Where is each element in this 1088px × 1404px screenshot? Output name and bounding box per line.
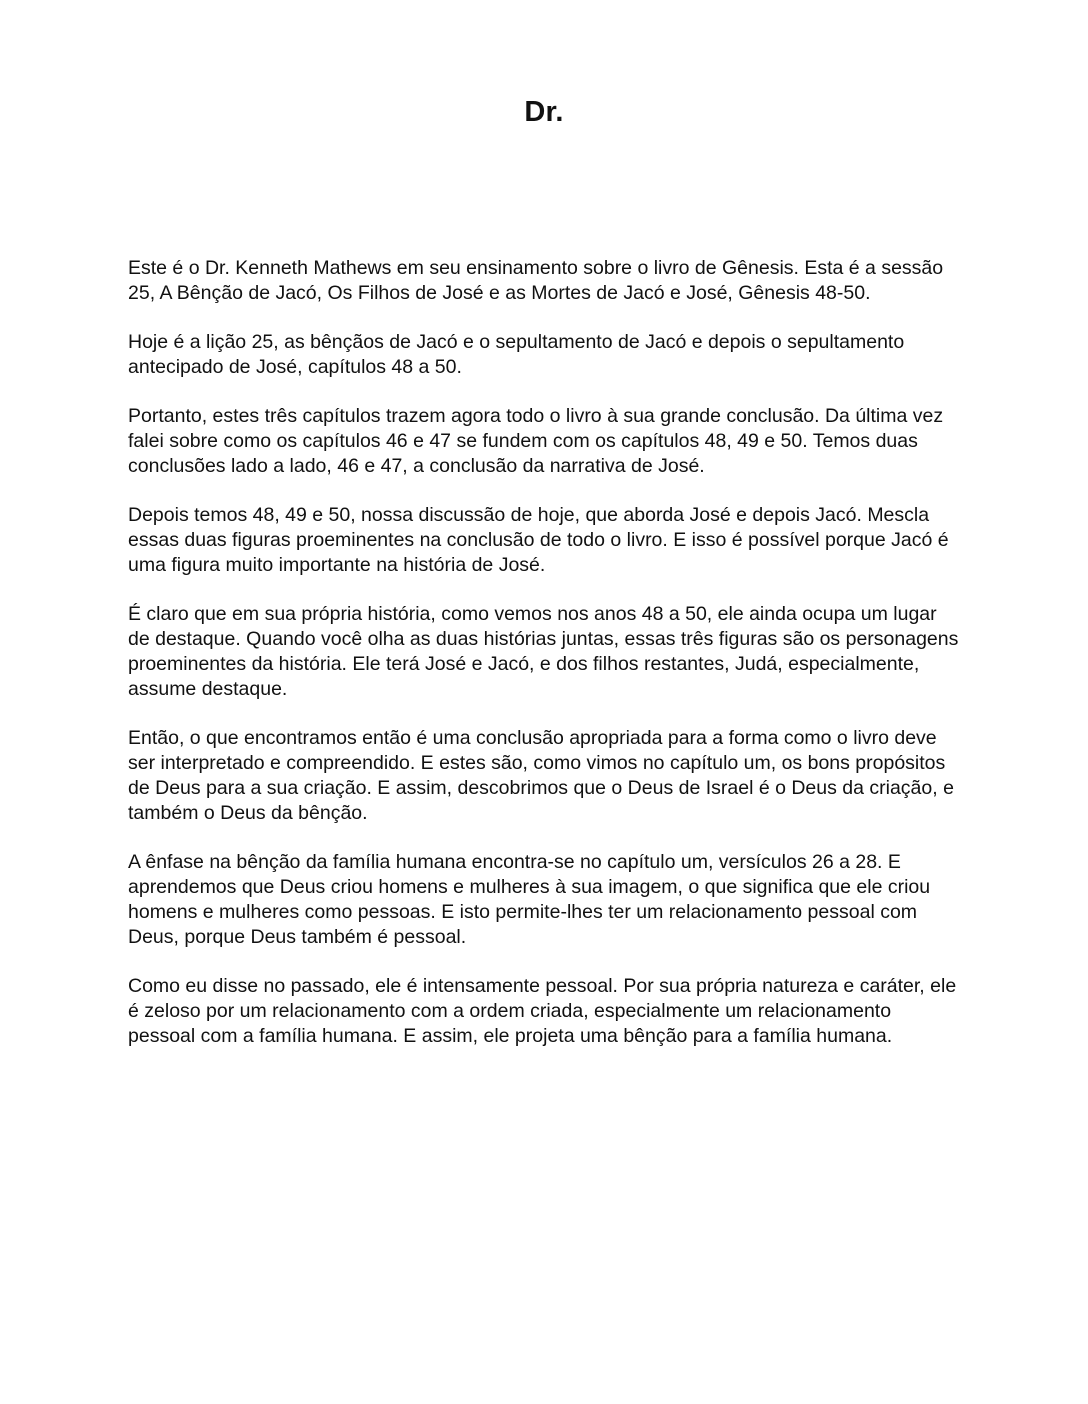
paragraph-7: A ênfase na bênção da família humana encontra-se no capítulo um, versículos 26 a 28. E aprendemos que Deus criou homens e mulheres à sua imagem, o que significa que ele criou homens e mulheres como pessoas. E isto permite-lhes ter um relacionamento pessoal com Deus, porque Deus também é pessoal. <box>128 851 931 948</box>
document-body <box>128 256 960 1073</box>
paragraph-3: Portanto, estes três capítulos trazem agora todo o livro à sua grande conclusão. Da última vez falei sobre como os capítulos 46 e 47 se fundem com os capítulos 48, 49 e 50. Temos duas conclusões lado a lado, 46 e 47, a conclusão da narrativa de José. <box>128 405 944 477</box>
paragraph-6: Então, o que encontramos então é uma conclusão apropriada para a forma como o livro deve ser interpretado e compreendido. E estes são, como vimos no capítulo um, os bons propósitos de Deus para a sua criação. E assim, descobrimos que o Deus de Israel é o Deus da criação, e também o Deus da bênção. <box>128 727 954 824</box>
paragraph-5: É claro que em sua própria história, como vemos nos anos 48 a 50, ele ainda ocupa um lugar de destaque. Quando você olha as duas histórias juntas, essas três figuras são os personagens proeminentes da história. Ele terá José e Jacó, e dos filhos restantes, Judá, especialmente, assume destaque. <box>128 603 959 700</box>
paragraph-8: Como eu disse no passado, ele é intensamente pessoal. Por sua própria natureza e caráter, ele é zeloso por um relacionamento com a ordem criada, especialmente um relacionamento pessoal com a família humana. E assim, ele projeta uma bênção para a família humana. <box>128 975 957 1047</box>
document-title: Dr. <box>524 96 564 128</box>
paragraph-2: Hoje é a lição 25, as bênçãos de Jacó e o sepultamento de Jacó e depois o sepultamento antecipado de José, capítulos 48 a 50. <box>128 331 905 378</box>
paragraph-1: Este é o Dr. Kenneth Mathews em seu ensinamento sobre o livro de Gênesis. Esta é a sessão 25, A Bênção de Jacó, Os Filhos de José e as Mortes de Jacó e José, Gênesis 48-50. <box>128 257 944 304</box>
paragraph-4: Depois temos 48, 49 e 50, nossa discussão de hoje, que aborda José e depois Jacó. Mescla essas duas figuras proeminentes na conclusão de todo o livro. E isso é possível porque Jacó é uma figura muito importante na história de José. <box>128 504 949 576</box>
